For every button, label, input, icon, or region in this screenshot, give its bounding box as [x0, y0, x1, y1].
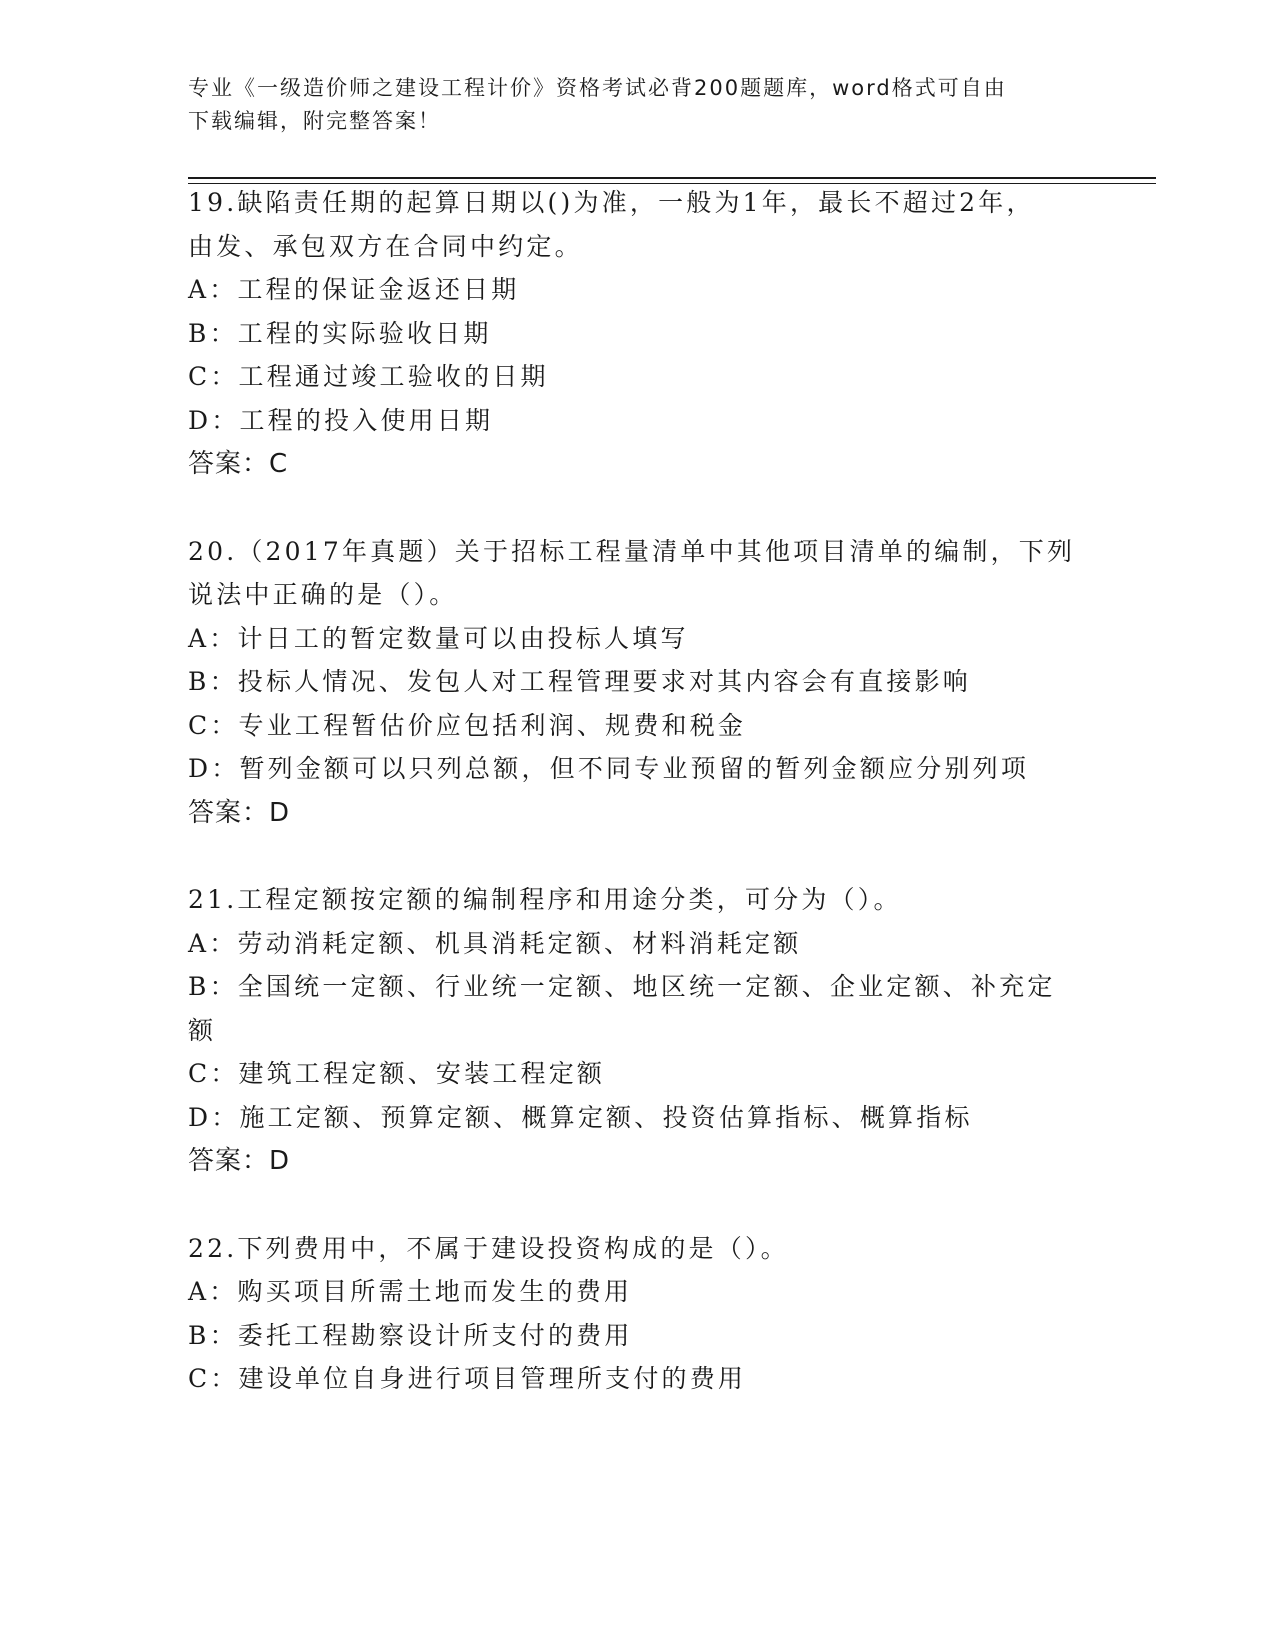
option-a: A：购买项目所需土地而发生的费用 [188, 1277, 633, 1306]
option-a: A：工程的保证金返还日期 [188, 275, 520, 304]
option-b: B：投标人情况、发包人对工程管理要求对其内容会有直接影响 [188, 667, 971, 696]
question-stem-continued: 说法中正确的是（）。 [188, 580, 458, 609]
option-d: D：暂列金额可以只列总额，但不同专业预留的暂列金额应分别列项 [188, 754, 1030, 783]
option-a: A：劳动消耗定额、机具消耗定额、材料消耗定额 [188, 929, 802, 958]
question-stem: 22.下列费用中，不属于建设投资构成的是（）。 [188, 1234, 789, 1263]
answer: 答案：D [188, 1146, 291, 1176]
option-a: A：计日工的暂定数量可以由投标人填写 [188, 624, 689, 653]
question-stem-continued: 由发、承包双方在合同中约定。 [188, 232, 583, 261]
header-line-2: 下载编辑，附完整答案！ [188, 109, 441, 133]
option-c: C：工程通过竣工验收的日期 [188, 362, 549, 391]
option-c: C：专业工程暂估价应包括利润、规费和税金 [188, 711, 747, 740]
question-stem: 21.工程定额按定额的编制程序和用途分类，可分为（）。 [188, 885, 902, 914]
option-b: B：委托工程勘察设计所支付的费用 [188, 1321, 633, 1350]
option-c: C：建设单位自身进行项目管理所支付的费用 [188, 1364, 747, 1393]
question-stem: 20.（2017年真题）关于招标工程量清单中其他项目清单的编制，下列 [188, 537, 1076, 566]
option-b: B：工程的实际验收日期 [188, 319, 492, 348]
header-divider-thick [188, 177, 1156, 179]
question-stem: 19.缺陷责任期的起算日期以()为准，一般为1年，最长不超过2年， [188, 188, 1035, 217]
option-b-continued: 额 [188, 1016, 217, 1045]
header-line-1: 专业《一级造价师之建设工程计价》资格考试必背200题题库，word格式可自由 [188, 76, 1007, 100]
answer: 答案：C [188, 449, 289, 479]
header-divider-thin [188, 183, 1156, 184]
option-d: D：工程的投入使用日期 [188, 406, 494, 435]
option-c: C：建筑工程定额、安装工程定额 [188, 1059, 606, 1088]
option-b: B：全国统一定额、行业统一定额、地区统一定额、企业定额、补充定 [188, 972, 1056, 1001]
option-d: D：施工定额、预算定额、概算定额、投资估算指标、概算指标 [188, 1103, 973, 1132]
document-header [188, 72, 1088, 138]
answer: 答案：D [188, 798, 291, 828]
